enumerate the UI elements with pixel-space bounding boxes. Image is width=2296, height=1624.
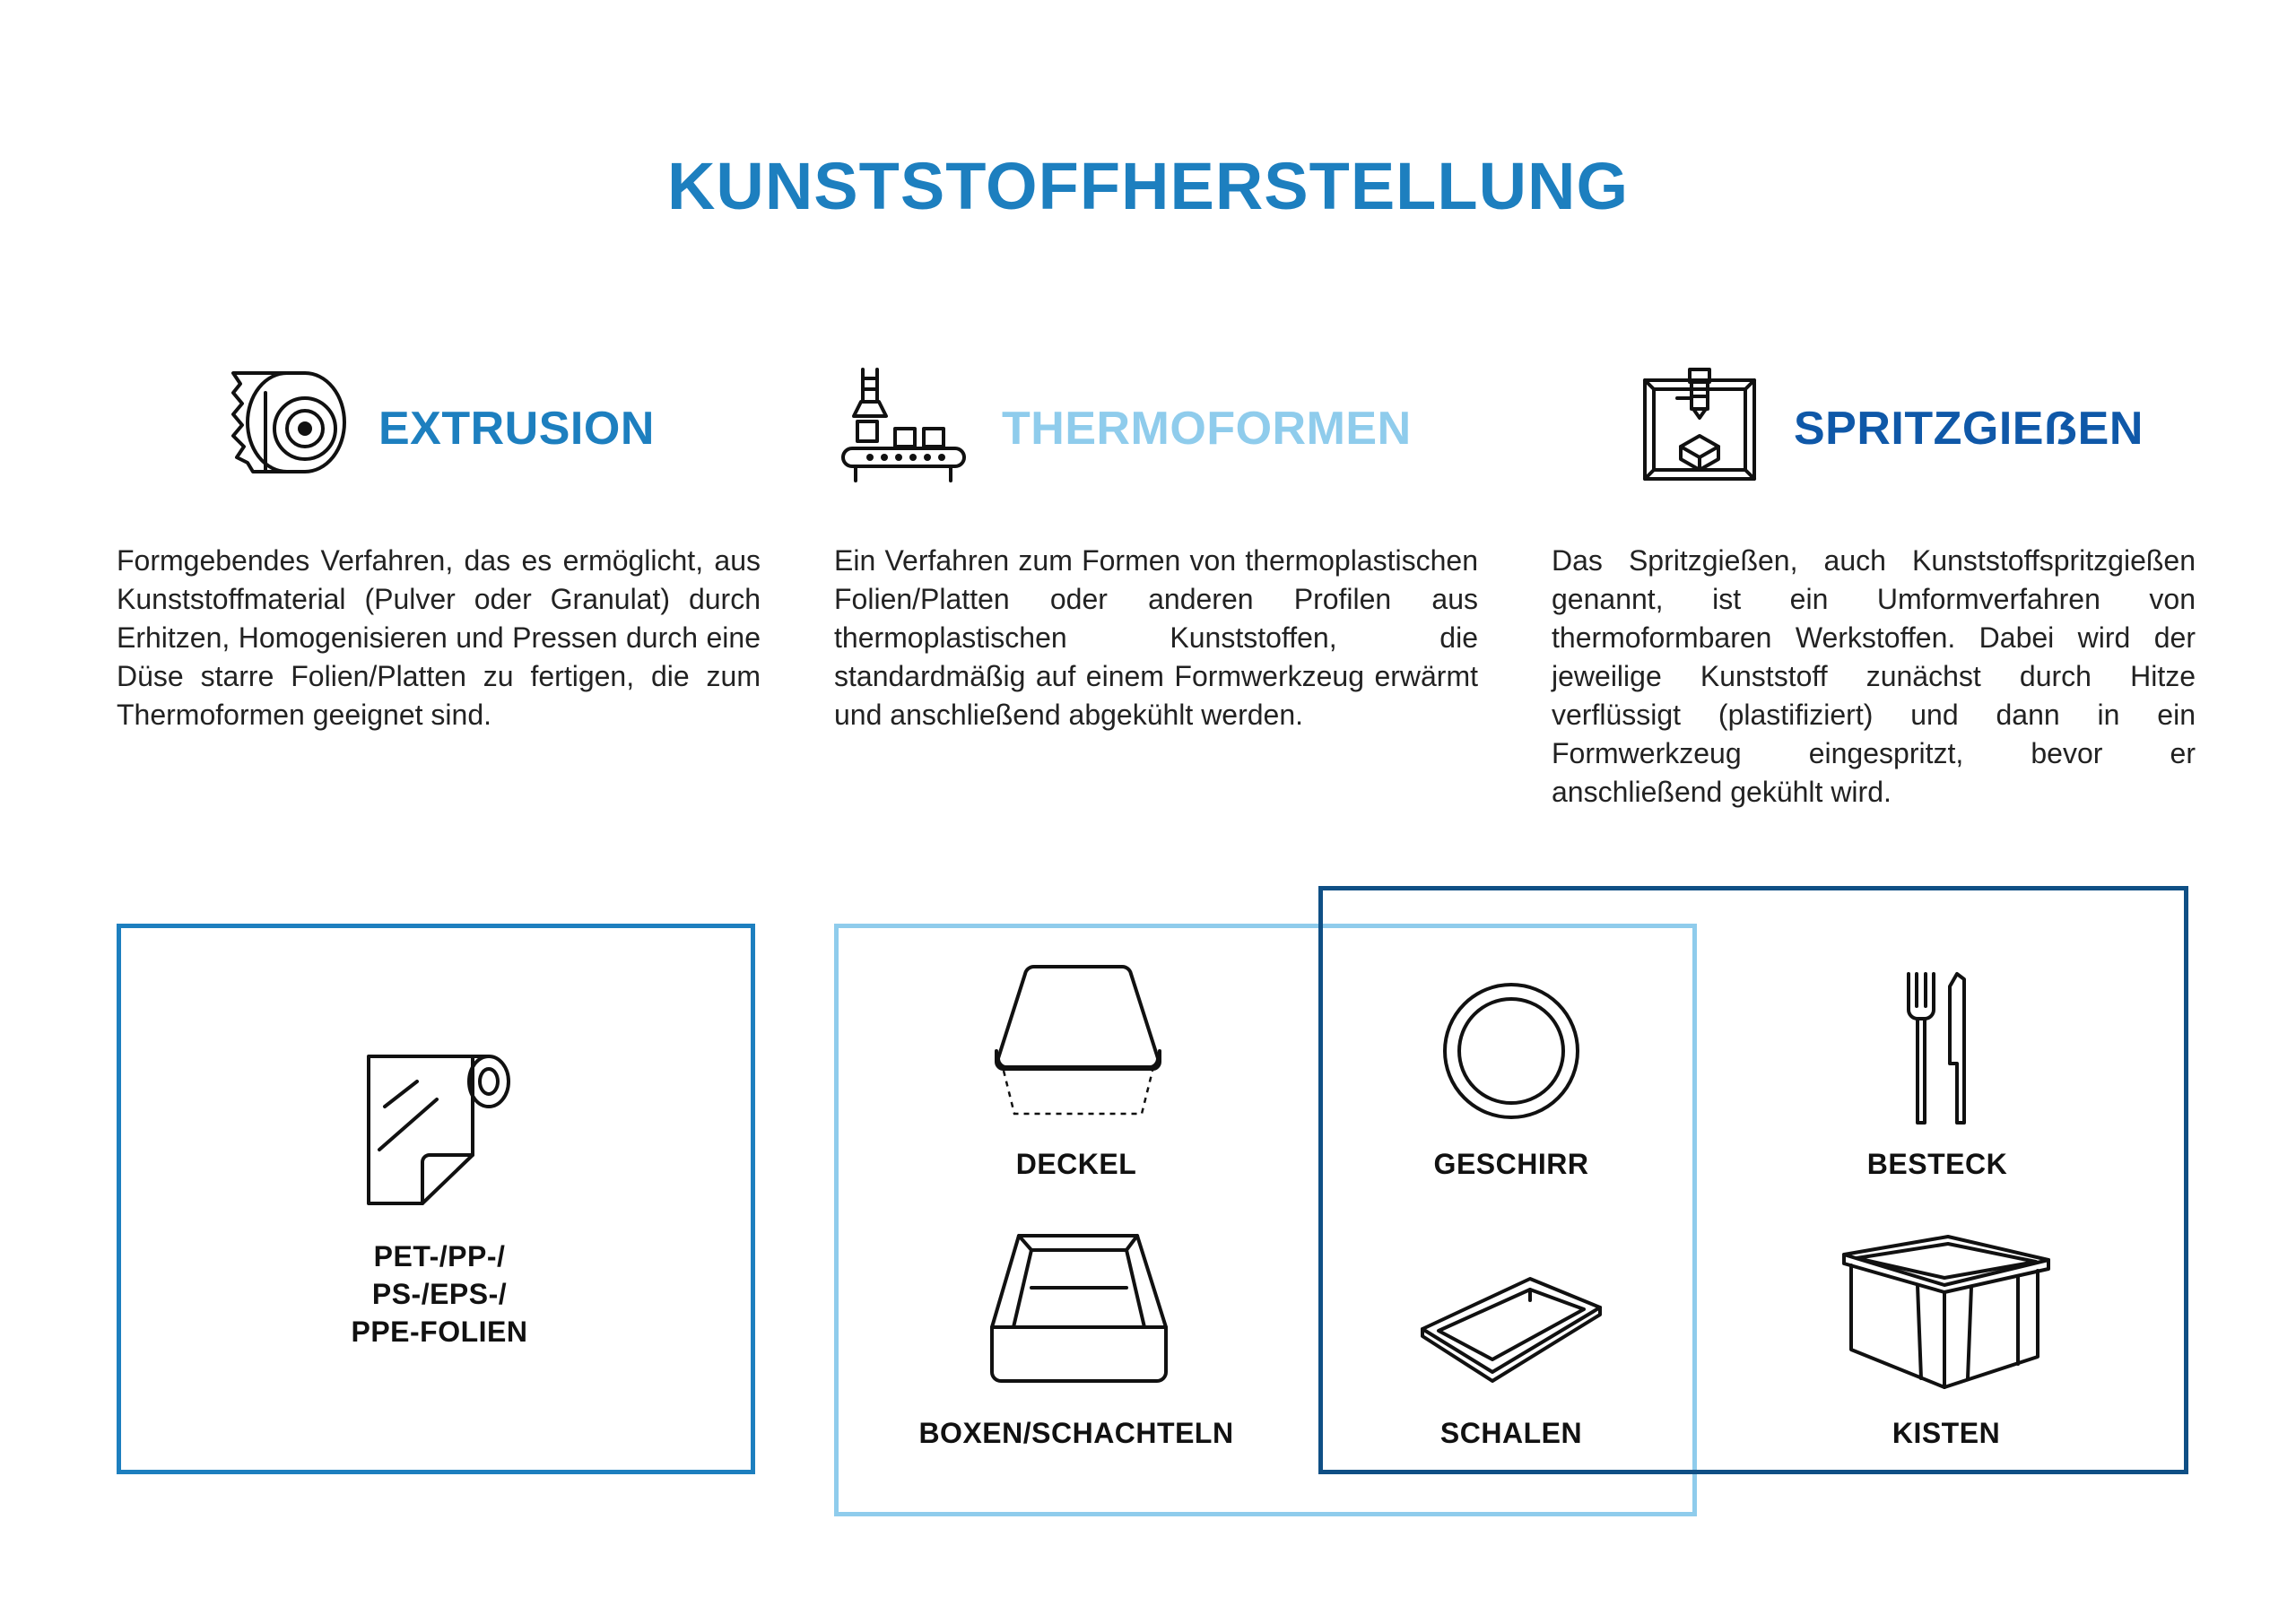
label-geschirr: GESCHIRR	[1433, 1148, 1589, 1180]
box-icon	[987, 1229, 1170, 1390]
process-text-extrusion: Formgebendes Verfahren, das es ermöglicht, aus Kunststoffmaterial (Pulver oder Granulat) durch Erhitzen, Homogenisieren und Pressen durch eine Düse starre Folien/Platten zu fertigen, die zum Thermoformen geeignet sind.	[117, 544, 761, 731]
process-title-extrusion: EXTRUSION	[378, 403, 655, 455]
plate-icon	[1439, 979, 1583, 1123]
label-boxen: BOXEN/SCHACHTELN	[918, 1417, 1234, 1449]
lid-icon	[991, 961, 1166, 1123]
conveyor-machine-icon	[843, 366, 964, 482]
film-roll-icon	[363, 1049, 511, 1211]
process-text-thermoformen: Ein Verfahren zum Formen von thermoplastischen Folien/Platten oder anderen Profilen aus thermoplastischen Kunststoffen, die standardmäßig auf einem Formwerkzeug erwärmt und anschließend abgekühlt werden.	[834, 544, 1478, 731]
label-kisten: KISTEN	[1892, 1417, 2001, 1449]
label-folien-3: PPE-FOLIEN	[351, 1316, 528, 1348]
crate-icon	[1839, 1233, 2054, 1394]
label-besteck: BESTECK	[1866, 1148, 2008, 1180]
process-text-spritzgiessen: Das Spritzgießen, auch Kunststoffspritzgießen genannt, ist ein Umformverfahren von thermoformbaren Werkstoffen. Dabei wird der jeweilige Kunststoff zunächst durch Hitze verflüssigt (plastifiziert) und dann in ein Formwerkzeug eingespritzt, bevor er anschließend gekühlt wird.	[1552, 544, 2196, 808]
label-folien-2: PS-/EPS-/	[371, 1278, 508, 1310]
process-title-spritzgiessen: SPRITZGIEẞEN	[1794, 403, 2144, 455]
label-folien-1: PET-/PP-/	[373, 1240, 506, 1272]
injection-mold-icon	[1641, 366, 1758, 482]
label-deckel: DECKEL	[1015, 1148, 1137, 1180]
tray-icon	[1415, 1273, 1608, 1390]
page-title: KUNSTSTOFFHERSTELLUNG	[666, 149, 1630, 223]
process-title-thermoformen: THERMOFORMEN	[1002, 403, 1412, 455]
extruder-roll-icon	[224, 366, 345, 482]
cutlery-icon	[1901, 970, 1973, 1132]
label-schalen: SCHALEN	[1439, 1417, 1583, 1449]
